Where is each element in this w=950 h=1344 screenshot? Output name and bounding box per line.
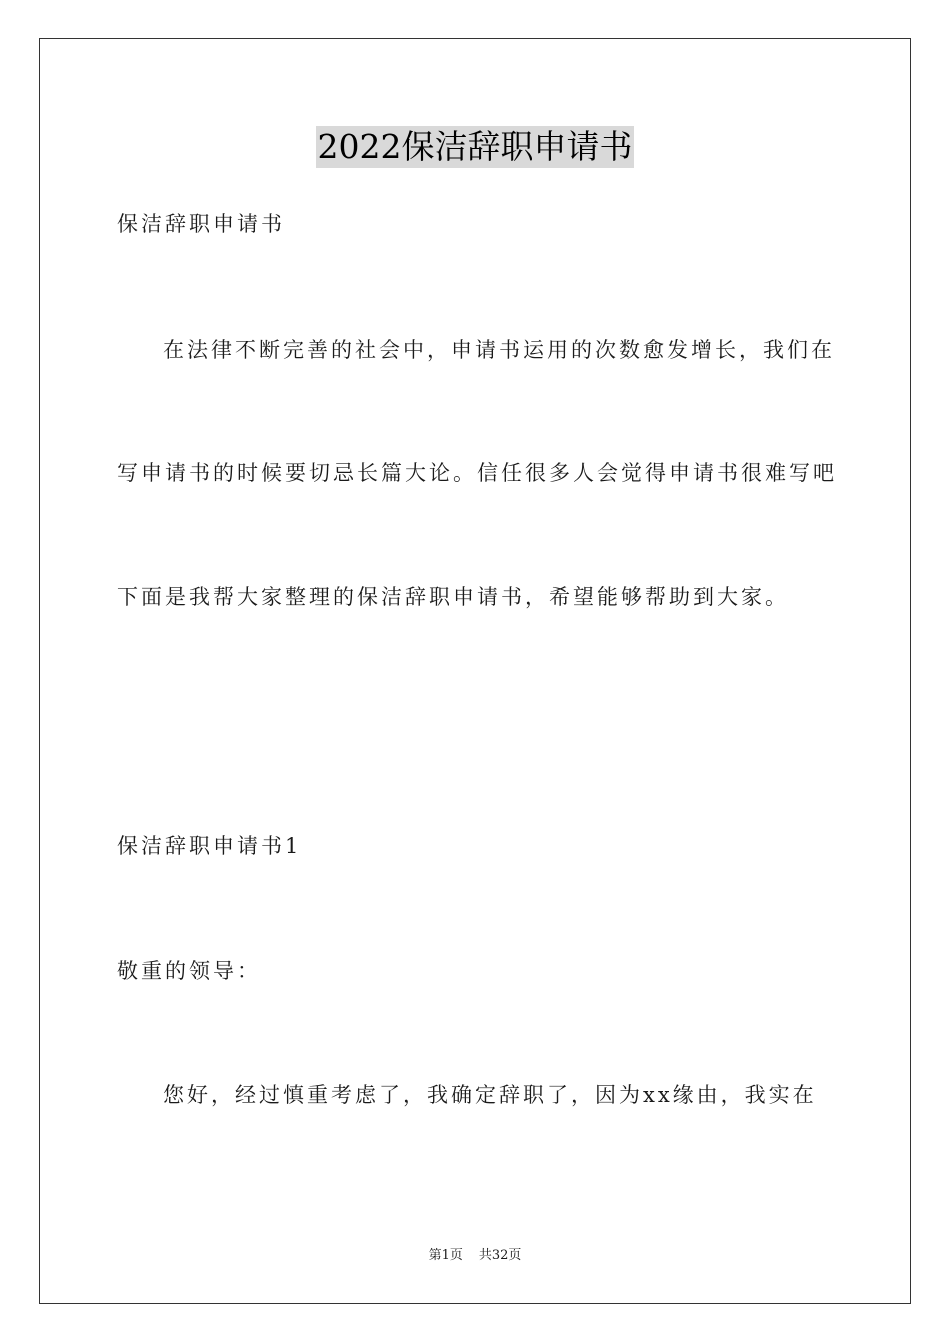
document-subtitle: 保洁辞职申请书 <box>117 212 285 236</box>
intro-line-2: 写申请书的时候要切忌长篇大论。信任很多人会觉得申请书很难写吧 <box>117 461 837 485</box>
page-total: 共32页 <box>478 1248 522 1263</box>
page-footer <box>0 1247 950 1265</box>
salutation: 敬重的领导： <box>117 959 261 983</box>
title-container <box>0 126 950 168</box>
page-number: 第1页 <box>428 1248 463 1263</box>
intro-line-3: 下面是我帮大家整理的保洁辞职申请书，希望能够帮助到大家。 <box>117 585 789 609</box>
body-line-1: 您好，经过慎重考虑了，我确定辞职了，因为xx缘由，我实在 <box>163 1083 817 1107</box>
section-heading: 保洁辞职申请书1 <box>117 834 302 858</box>
intro-line-1: 在法律不断完善的社会中，申请书运用的次数愈发增长，我们在 <box>163 338 835 362</box>
document-title: 2022保洁辞职申请书 <box>317 127 633 166</box>
